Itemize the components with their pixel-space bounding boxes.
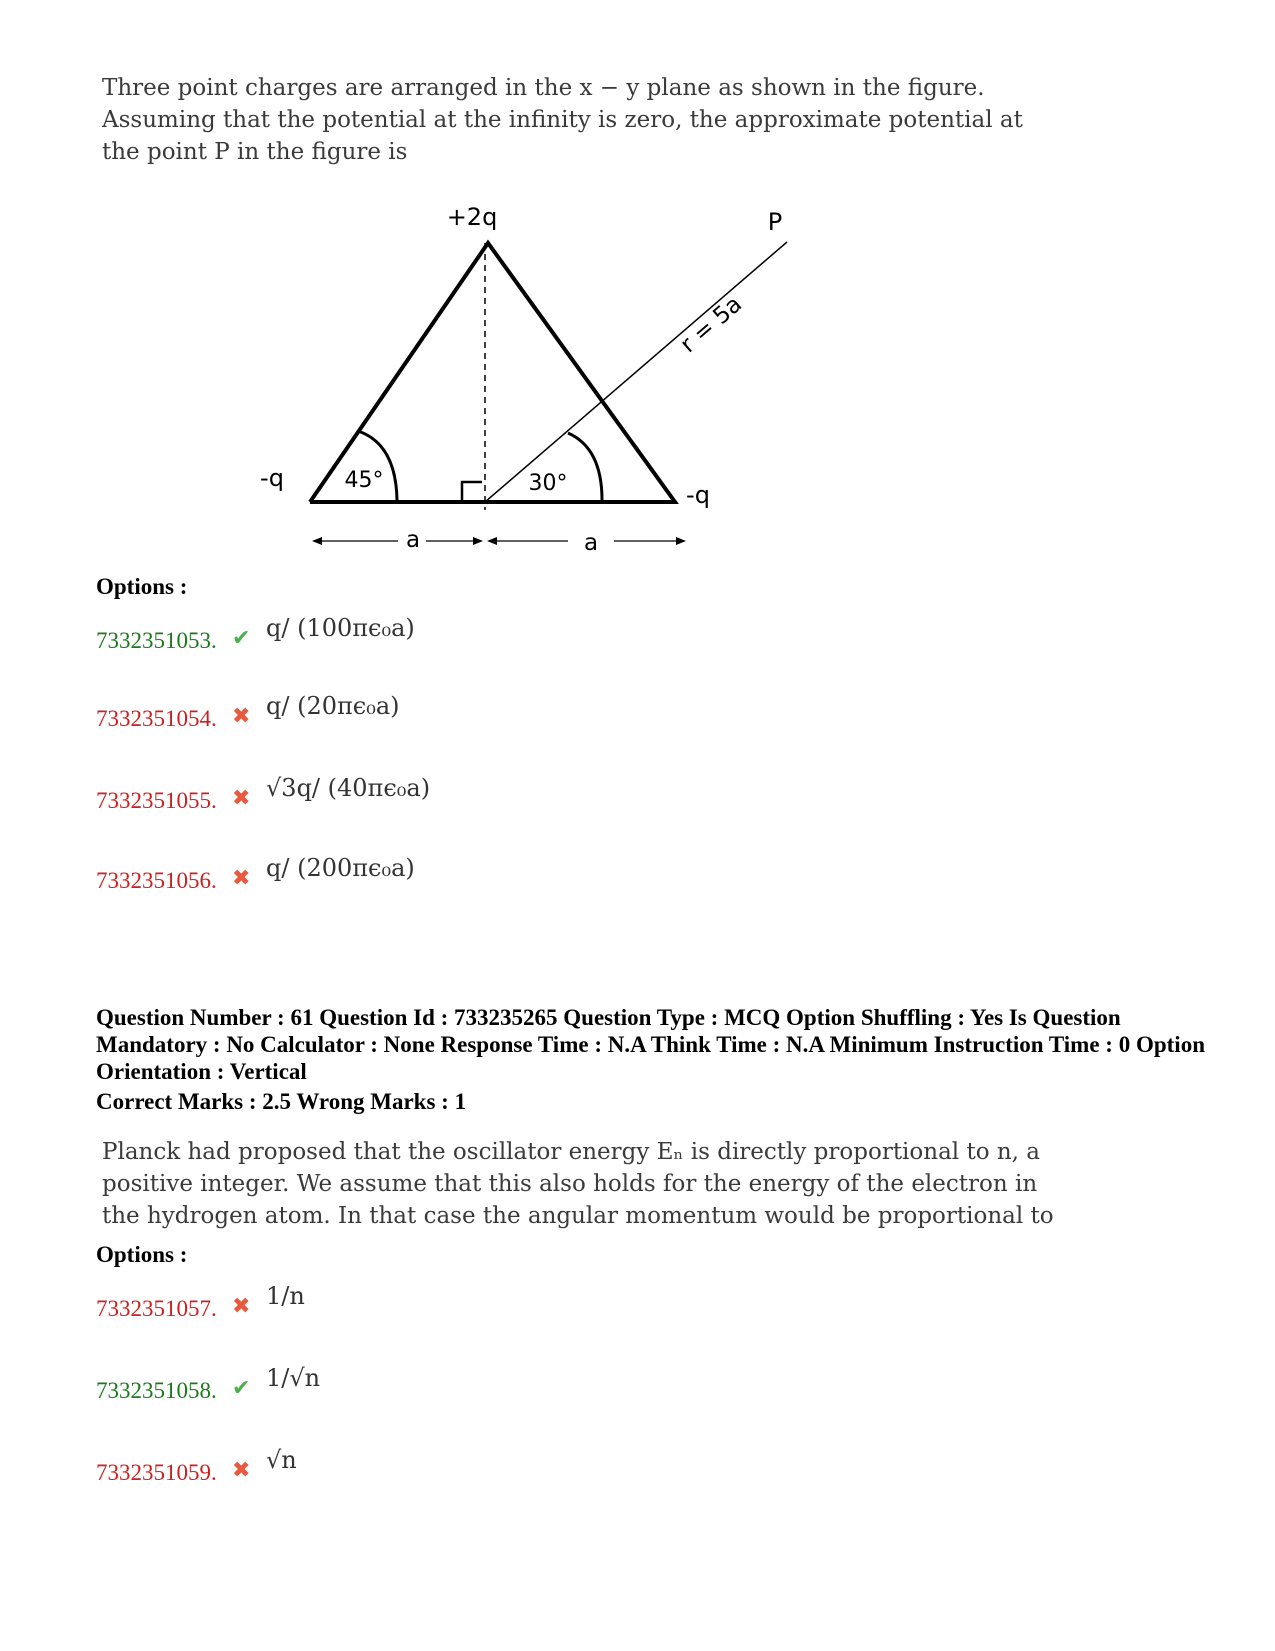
option-id: 7332351055. — [96, 788, 217, 813]
question-60-body: Three point charges are arranged in the x − y plane as shown in the figure. Assuming that the potential at the infinity is zero, the approximate potential at the point P in the figure is — [102, 75, 1023, 165]
dim-arrowhead-left — [312, 537, 322, 545]
label-top-charge: +2q — [446, 203, 498, 231]
question-61-body: Planck had proposed that the oscillator energy Eₙ is directly proportional to n, a positive integer. We assume that this also holds for the energy of the electron in the hydrogen atom. In that case the angular momentum would be proportional to — [102, 1139, 1054, 1229]
label-angle-45: 45° — [344, 468, 384, 493]
check-icon: ✔ — [232, 626, 251, 651]
dim-arrowhead-mid-left — [473, 537, 483, 545]
option-id: 7332351053. — [96, 628, 217, 653]
cross-icon: ✖ — [232, 704, 251, 729]
right-angle-marker — [462, 482, 482, 502]
option-id: 7332351058. — [96, 1378, 217, 1403]
q61-marks-info: Correct Marks : 2.5 Wrong Marks : 1 — [96, 1089, 467, 1114]
option-text: q/ (100πϵ₀a) — [266, 614, 415, 642]
q60-options-heading: Options : — [96, 574, 188, 599]
option-id: 7332351057. — [96, 1296, 217, 1321]
option-id: 7332351059. — [96, 1460, 217, 1485]
option-id: 7332351056. — [96, 868, 217, 893]
charge-triangle-figure — [250, 200, 810, 570]
option-text: 1/n — [266, 1282, 305, 1310]
q61-options-heading: Options : — [96, 1242, 188, 1267]
label-dim-right: a — [583, 530, 599, 556]
label-angle-30: 30° — [528, 471, 568, 496]
dim-arrowhead-right — [676, 537, 686, 545]
line-to-point-p — [485, 242, 787, 502]
check-icon: ✔ — [232, 1376, 251, 1401]
option-id: 7332351054. — [96, 706, 217, 731]
label-left-charge: -q — [260, 464, 284, 492]
option-text: √3q/ (40πϵ₀a) — [266, 774, 431, 802]
q61-meta-info: Question Number : 61 Question Id : 733235265 Question Type : MCQ Option Shuffling : Yes Is Question Mandatory : No Calculator : None Response Time : N.A Think Time : N.A Minimum Instruction Time : 0 Option Orientation : Vertical — [96, 1005, 1205, 1084]
option-text: q/ (20πϵ₀a) — [266, 692, 400, 720]
cross-icon: ✖ — [232, 866, 251, 891]
option-text: q/ (200πϵ₀a) — [266, 854, 415, 882]
label-point-p: P — [767, 208, 783, 236]
label-dim-left: a — [405, 527, 421, 553]
option-text: √n — [266, 1446, 297, 1474]
label-right-charge: -q — [686, 481, 710, 509]
cross-icon: ✖ — [232, 786, 251, 811]
question-60-text — [102, 72, 1062, 168]
angle-arc-right — [568, 433, 602, 500]
label-r-distance: r = 5a — [675, 291, 748, 359]
triangle-outline — [310, 243, 675, 502]
cross-icon: ✖ — [232, 1294, 251, 1319]
dim-arrowhead-mid-right — [487, 537, 497, 545]
cross-icon: ✖ — [232, 1458, 251, 1483]
option-text: 1/√n — [266, 1364, 321, 1392]
question-61-text — [102, 1136, 1062, 1232]
